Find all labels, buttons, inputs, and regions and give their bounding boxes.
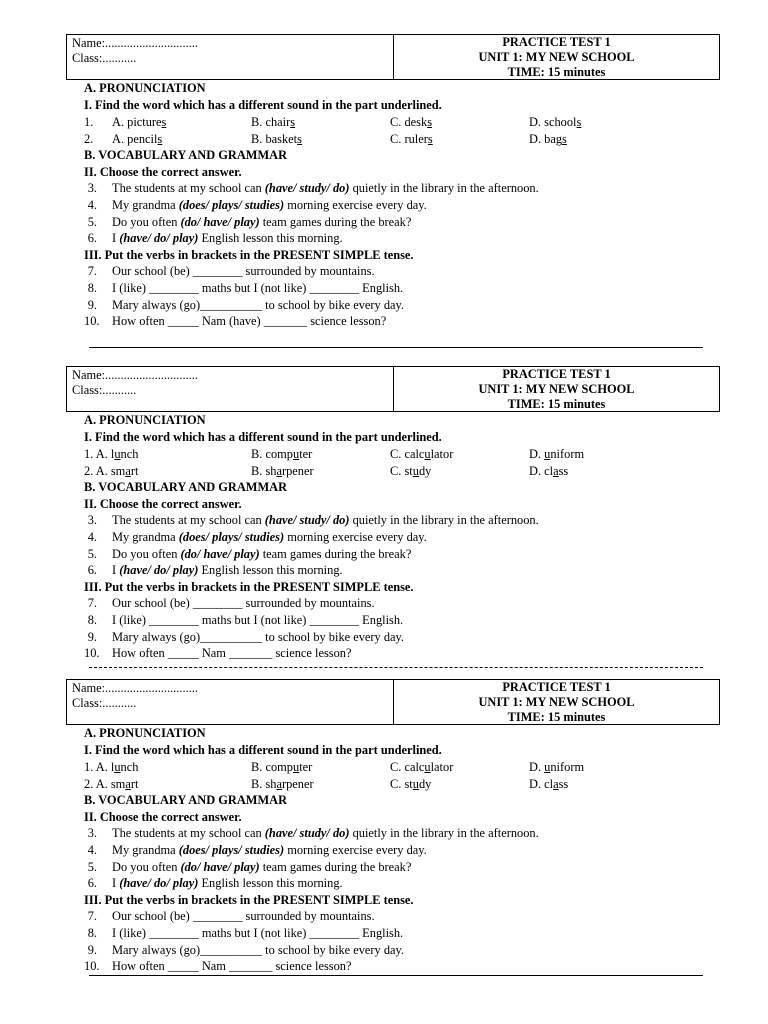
q2-option-c: C. study — [390, 464, 432, 478]
class-field: Class:........... — [72, 51, 137, 65]
q3-line: 3. The students at my school can (have/ study/ do) quietly in the library in the afternoon. — [87, 181, 539, 195]
q4-line: 4. My grandma (does/ plays/ studies) morning exercise every day. — [87, 198, 427, 212]
q7-line: 7. Our school (be) ________ surrounded by mountains. — [87, 264, 375, 278]
header-title-info — [394, 680, 719, 724]
q2-number: 2. — [84, 132, 94, 146]
header-student-info — [67, 35, 394, 79]
unit-title: UNIT 1: MY NEW SCHOOL — [478, 382, 635, 396]
q6-line: 6. I (have/ do/ play) English lesson this morning. — [87, 876, 343, 890]
q1-option-b: B. computer — [251, 760, 313, 774]
section-b-instruction: II. Choose the correct answer. — [84, 810, 242, 824]
header-box — [66, 34, 720, 80]
separator-line — [89, 347, 703, 348]
q8-line: 8. I (like) ________ maths but I (not like) ________ English. — [87, 281, 404, 295]
section-b-instruction: II. Choose the correct answer. — [84, 165, 242, 179]
q1-option-a: A. pictures — [112, 115, 167, 129]
section-b-heading: B. VOCABULARY AND GRAMMAR — [84, 148, 288, 162]
q3-line: 3. The students at my school can (have/ study/ do) quietly in the library in the afternoon. — [87, 513, 539, 527]
q1-option-c: C. calculator — [390, 447, 454, 461]
q8-line: 8. I (like) ________ maths but I (not like) ________ English. — [87, 926, 404, 940]
test-block-2 — [0, 366, 768, 686]
q2-option-c: C. rulers — [390, 132, 433, 146]
q2-option-c: C. study — [390, 777, 432, 791]
name-field: Name:.............................. — [72, 36, 198, 50]
section-a-heading: A. PRONUNCIATION — [84, 81, 206, 95]
header-box — [66, 679, 720, 725]
q2-option-d: D. class — [529, 464, 569, 478]
class-field: Class:........... — [72, 383, 137, 397]
test-block-1 — [0, 34, 768, 354]
section-c-instruction: III. Put the verbs in brackets in the PRESENT SIMPLE tense. — [84, 580, 414, 594]
q2-option-a: 2. A. smart — [84, 777, 139, 791]
q9-line: 9. Mary always (go)__________ to school by bike every day. — [87, 630, 405, 644]
unit-title: UNIT 1: MY NEW SCHOOL — [478, 50, 635, 64]
q3-line: 3. The students at my school can (have/ study/ do) quietly in the library in the afternoon. — [87, 826, 539, 840]
section-a-heading: A. PRONUNCIATION — [84, 413, 206, 427]
q1-option-d: D. uniform — [529, 760, 585, 774]
q9-line: 9. Mary always (go)__________ to school by bike every day. — [87, 943, 405, 957]
q7-line: 7. Our school (be) ________ surrounded by mountains. — [87, 909, 375, 923]
q1-option-d: D. uniform — [529, 447, 585, 461]
time-label: TIME: 15 minutes — [507, 65, 606, 79]
header-student-info — [67, 367, 394, 411]
q1-option-d: D. schools — [529, 115, 582, 129]
test-title: PRACTICE TEST 1 — [502, 35, 611, 49]
time-label: TIME: 15 minutes — [507, 397, 606, 411]
name-field: Name:.............................. — [72, 681, 198, 695]
name-field: Name:.............................. — [72, 368, 198, 382]
q2-option-b: B. baskets — [251, 132, 302, 146]
time-label: TIME: 15 minutes — [507, 710, 606, 724]
section-c-instruction: III. Put the verbs in brackets in the PRESENT SIMPLE tense. — [84, 893, 414, 907]
class-field: Class:........... — [72, 696, 137, 710]
q6-line: 6. I (have/ do/ play) English lesson this morning. — [87, 231, 343, 245]
q2-option-d: D. class — [529, 777, 569, 791]
q6-line: 6. I (have/ do/ play) English lesson this morning. — [87, 563, 343, 577]
test-title: PRACTICE TEST 1 — [502, 367, 611, 381]
q2-option-b: B. sharpener — [251, 464, 314, 478]
q1-option-c: C. desks — [390, 115, 433, 129]
q4-line: 4. My grandma (does/ plays/ studies) morning exercise every day. — [87, 530, 427, 544]
q5-line: 5. Do you often (do/ have/ play) team games during the break? — [87, 860, 412, 874]
q9-line: 9. Mary always (go)__________ to school by bike every day. — [87, 298, 405, 312]
q5-line: 5. Do you often (do/ have/ play) team games during the break? — [87, 547, 412, 561]
section-b-heading: B. VOCABULARY AND GRAMMAR — [84, 480, 288, 494]
section-a-instruction: I. Find the word which has a different sound in the part underlined. — [84, 98, 442, 112]
header-title-info — [394, 367, 719, 411]
q2-option-a: 2. A. smart — [84, 464, 139, 478]
q1-number: 1. — [84, 115, 94, 129]
q10-line: 10. How often _____ Nam (have) _______ science lesson? — [84, 314, 387, 328]
header-box — [66, 366, 720, 412]
section-c-instruction: III. Put the verbs in brackets in the PRESENT SIMPLE tense. — [84, 248, 414, 262]
q1-option-a: 1. A. lunch — [84, 760, 139, 774]
section-b-instruction: II. Choose the correct answer. — [84, 497, 242, 511]
q1-option-a: 1. A. lunch — [84, 447, 139, 461]
section-b-heading: B. VOCABULARY AND GRAMMAR — [84, 793, 288, 807]
q10-line: 10. How often _____ Nam _______ science lesson? — [84, 959, 352, 973]
header-title-info — [394, 35, 719, 79]
section-a-heading: A. PRONUNCIATION — [84, 726, 206, 740]
separator-line — [89, 975, 703, 976]
section-a-instruction: I. Find the word which has a different sound in the part underlined. — [84, 430, 442, 444]
q1-option-b: B. computer — [251, 447, 313, 461]
q1-option-c: C. calculator — [390, 760, 454, 774]
q2-option-b: B. sharpener — [251, 777, 314, 791]
header-student-info — [67, 680, 394, 724]
test-block-3 — [0, 679, 768, 999]
q5-line: 5. Do you often (do/ have/ play) team games during the break? — [87, 215, 412, 229]
section-a-instruction: I. Find the word which has a different sound in the part underlined. — [84, 743, 442, 757]
q10-line: 10. How often _____ Nam _______ science lesson? — [84, 646, 352, 660]
q4-line: 4. My grandma (does/ plays/ studies) morning exercise every day. — [87, 843, 427, 857]
q8-line: 8. I (like) ________ maths but I (not like) ________ English. — [87, 613, 404, 627]
q7-line: 7. Our school (be) ________ surrounded by mountains. — [87, 596, 375, 610]
q2-option-a: A. pencils — [112, 132, 163, 146]
test-title: PRACTICE TEST 1 — [502, 680, 611, 694]
unit-title: UNIT 1: MY NEW SCHOOL — [478, 695, 635, 709]
q2-option-d: D. bags — [529, 132, 567, 146]
q1-option-b: B. chairs — [251, 115, 296, 129]
cut-line — [89, 667, 703, 668]
